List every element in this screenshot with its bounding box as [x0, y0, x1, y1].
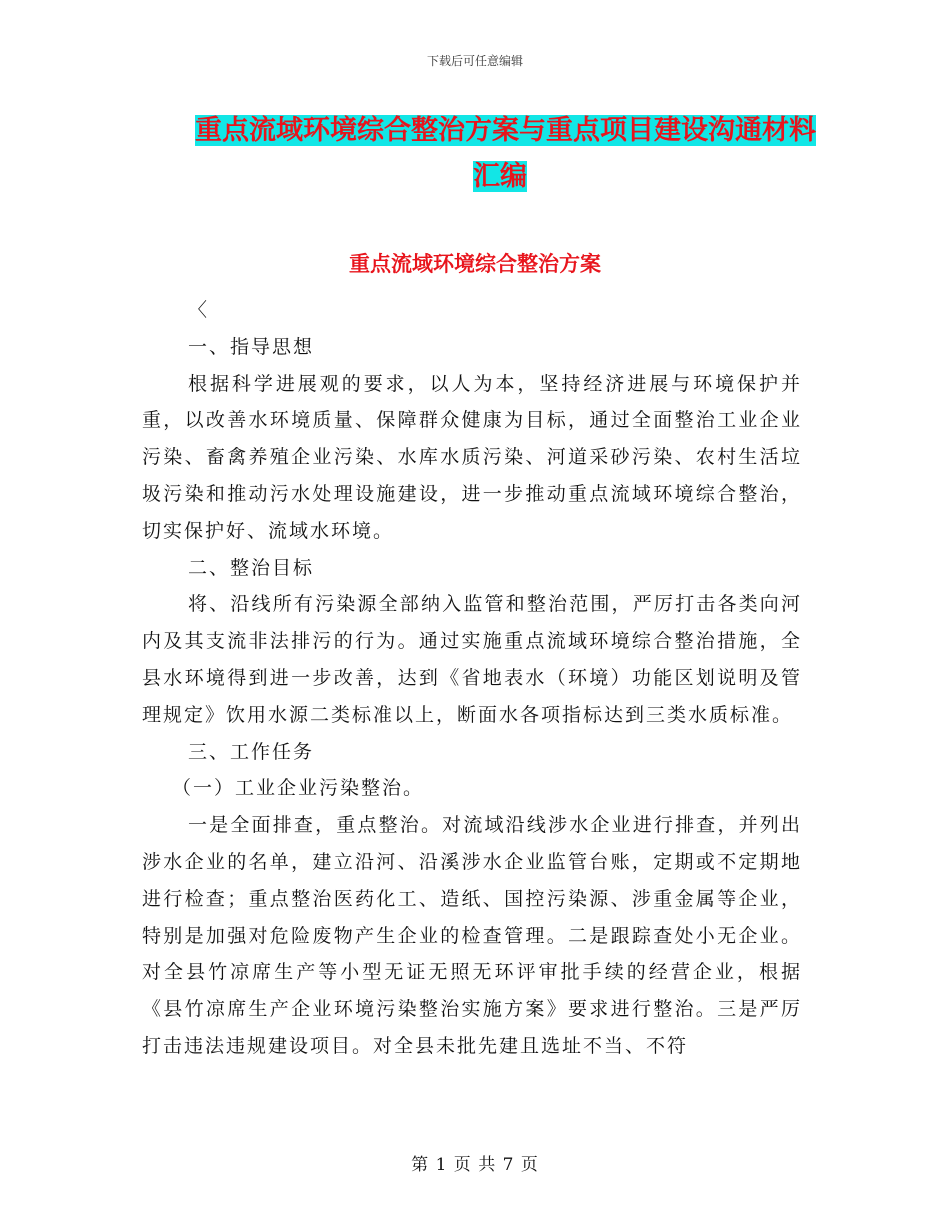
document-title — [195, 108, 816, 200]
title-line-2: 汇编 — [473, 161, 527, 192]
paragraph-remediation-goal: 将、沿线所有污染源全部纳入监管和整治范围，严厉打击各类向河内及其支流非法排污的行为。通过实施重点流域环境综合整治措施，全县水环境得到进一步改善，达到《省地表水（环境）功能区划说明及管理规定》饮用水源二类标准以上，断面水各项指标达到三类水质标准。 — [142, 593, 802, 726]
page-footer: 第 1 页 共 7 页 — [411, 1155, 539, 1175]
paragraph-bracket: 〈 — [188, 299, 210, 321]
paragraph-guiding-ideology: 根据科学进展观的要求，以人为本，坚持经济进展与环境保护并重，以改善水环境质量、保障群众健康为目标，通过全面整治工业企业污染、畜禽养殖企业污染、水库水质污染、河道采砂污染、农村生活垃圾污染和推动污水处理设施建设，进一步推动重点流域环境综合整治，切实保护好、流域水环境。 — [142, 372, 802, 542]
title-line-1: 重点流域环境综合整治方案与重点项目建设沟通材料 — [195, 115, 816, 146]
subheading-industrial-pollution: （一）工业企业污染整治。 — [172, 777, 425, 800]
section-title: 重点流域环境综合整治方案 — [349, 251, 601, 276]
header-note: 下载后可任意编辑 — [426, 54, 523, 68]
paragraph-industrial-pollution: 一是全面排查，重点整治。对流域沿线涉水企业进行排查，并列出涉水企业的名单，建立沿河、沿溪涉水企业监管台账，定期或不定期地进行检查；重点整治医药化工、造纸、国控污染源、涉重金属等企业，特别是加强对危险废物产生企业的检查管理。二是跟踪查处小无企业。对全县竹凉席生产等小型无证无照无环评审批手续的经营企业，根据《县竹凉席生产企业环境污染整治实施方案》要求进行整治。三是严厉打击违法违规建设项目。对全县未批先建且选址不当、不符 — [142, 814, 802, 1057]
body-text — [142, 292, 802, 1065]
heading-work-tasks: 三、工作任务 — [188, 740, 315, 763]
heading-remediation-goal: 二、整治目标 — [188, 556, 315, 579]
heading-guiding-ideology: 一、指导思想 — [188, 335, 315, 358]
